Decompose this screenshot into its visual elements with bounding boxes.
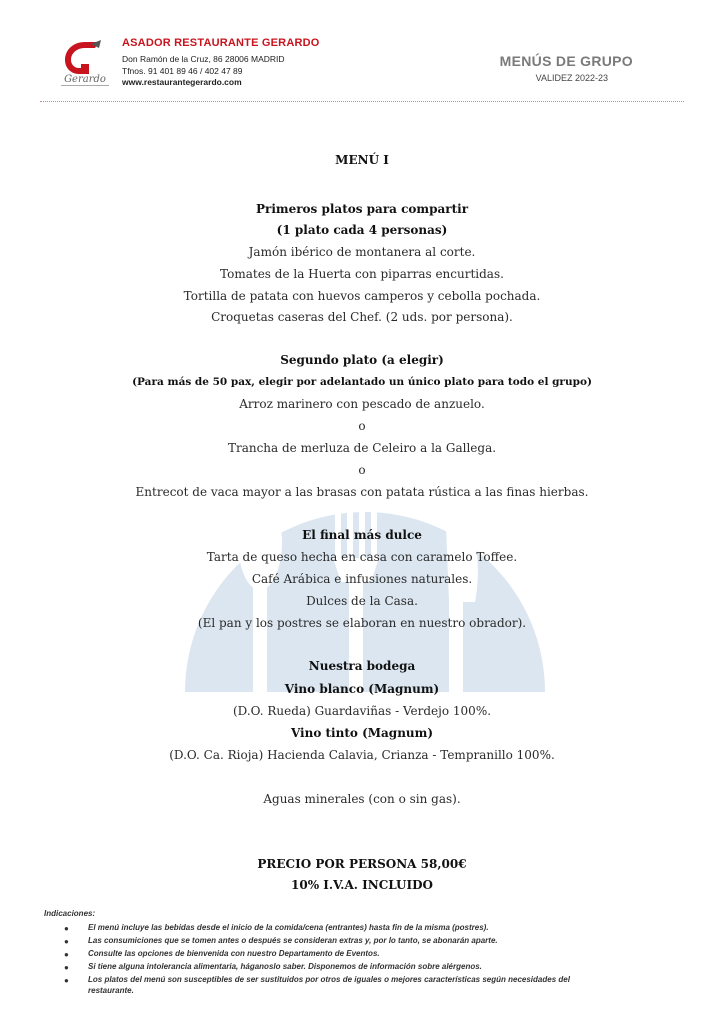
note-item: Consulte las opciones de bienvenida con nuestro Departamento de Eventos. (88, 949, 380, 958)
note-item: Si tiene alguna intolerancia alimentaria, háganoslo saber. Disponemos de información sobre alérgenos. (88, 962, 482, 971)
menu-item: Tomates de la Huerta con piparras encurtidas. (220, 267, 504, 281)
note-item: Los platos del menú son susceptibles de ser sustituidos por otros de iguales o mejores características según necesidades del (88, 975, 570, 984)
menu-item: Entrecot de vaca mayor a las brasas con patata rústica a las finas hierbas. (135, 485, 589, 499)
wine-white-heading: Vino blanco (Magnum) (284, 682, 440, 696)
menu-title: MENÚ I (335, 153, 389, 167)
section-heading: Segundo plato (a elegir) (280, 353, 444, 367)
note-item: El menú incluye las bebidas desde el inicio de la comida/cena (entrantes) hasta fin de la misma (postres). (88, 923, 489, 932)
menu-item: Arroz marinero con pescado de anzuelo. (239, 397, 485, 411)
wine-red-heading: Vino tinto (Magnum) (290, 726, 434, 740)
bullet-icon: ● (64, 937, 69, 946)
svg-text:Gerardo: Gerardo (64, 74, 106, 85)
menu-item: (El pan y los postres se elaboran en nuestro obrador). (197, 616, 527, 630)
vat-included: 10% I.V.A. INCLUIDO (291, 878, 433, 892)
menu-item: Tarta de queso hecha en casa con caramelo Toffee. (206, 550, 518, 564)
bullet-icon: ● (64, 963, 69, 972)
header-divider (40, 101, 684, 102)
bullet-icon: ● (64, 950, 69, 959)
menu-item: Tortilla de patata con huevos camperos y cebolla pochada. (183, 289, 541, 303)
document-title: MENÚS DE GRUPO (499, 53, 633, 69)
validity-label: VALIDEZ 2022-23 (535, 73, 608, 83)
bullet-icon: ● (64, 976, 69, 985)
notes-title: Indicaciones: (44, 909, 96, 918)
price-per-person: PRECIO POR PERSONA 58,00€ (257, 857, 467, 871)
restaurant-address: Don Ramón de la Cruz, 86 28006 MADRID (122, 54, 285, 64)
menu-item: Café Arábica e infusiones naturales. (251, 572, 473, 586)
water-item: Aguas minerales (con o sin gas). (263, 792, 461, 806)
restaurant-logo (55, 38, 115, 88)
section-subheading: (1 plato cada 4 personas) (276, 223, 448, 237)
section-heading: Primeros platos para compartir (255, 202, 469, 216)
wine-red: (D.O. Ca. Rioja) Hacienda Calavia, Crianza - Tempranillo 100%. (169, 748, 555, 762)
menu-item: Dulces de la Casa. (306, 594, 418, 608)
note-item: Las consumiciones que se tomen antes o después se consideran extras y, por lo tanto, se abonarán aparte. (88, 936, 498, 945)
restaurant-website: www.restaurantegerardo.com (122, 77, 242, 87)
restaurant-phones: Tfnos. 91 401 89 46 / 402 47 89 (122, 66, 243, 76)
note-item-continuation: restaurante. (88, 986, 134, 995)
restaurant-name: ASADOR RESTAURANTE GERARDO (122, 37, 320, 49)
menu-item: Croquetas caseras del Chef. (2 uds. por persona). (211, 310, 513, 324)
section-heading: El final más dulce (302, 528, 422, 542)
bullet-icon: ● (64, 924, 69, 933)
menu-item-separator: o (358, 463, 366, 477)
section-heading: Nuestra bodega (308, 659, 416, 673)
menu-item: Jamón ibérico de montanera al corte. (248, 245, 476, 259)
section-subheading: (Para más de 50 pax, elegir por adelantado un único plato para todo el grupo) (132, 376, 592, 388)
wine-white: (D.O. Rueda) Guardaviñas - Verdejo 100%. (232, 704, 492, 718)
menu-item-separator: o (358, 419, 366, 433)
page-header (0, 0, 724, 104)
menu-item: Trancha de merluza de Celeiro a la Gallega. (227, 441, 497, 455)
